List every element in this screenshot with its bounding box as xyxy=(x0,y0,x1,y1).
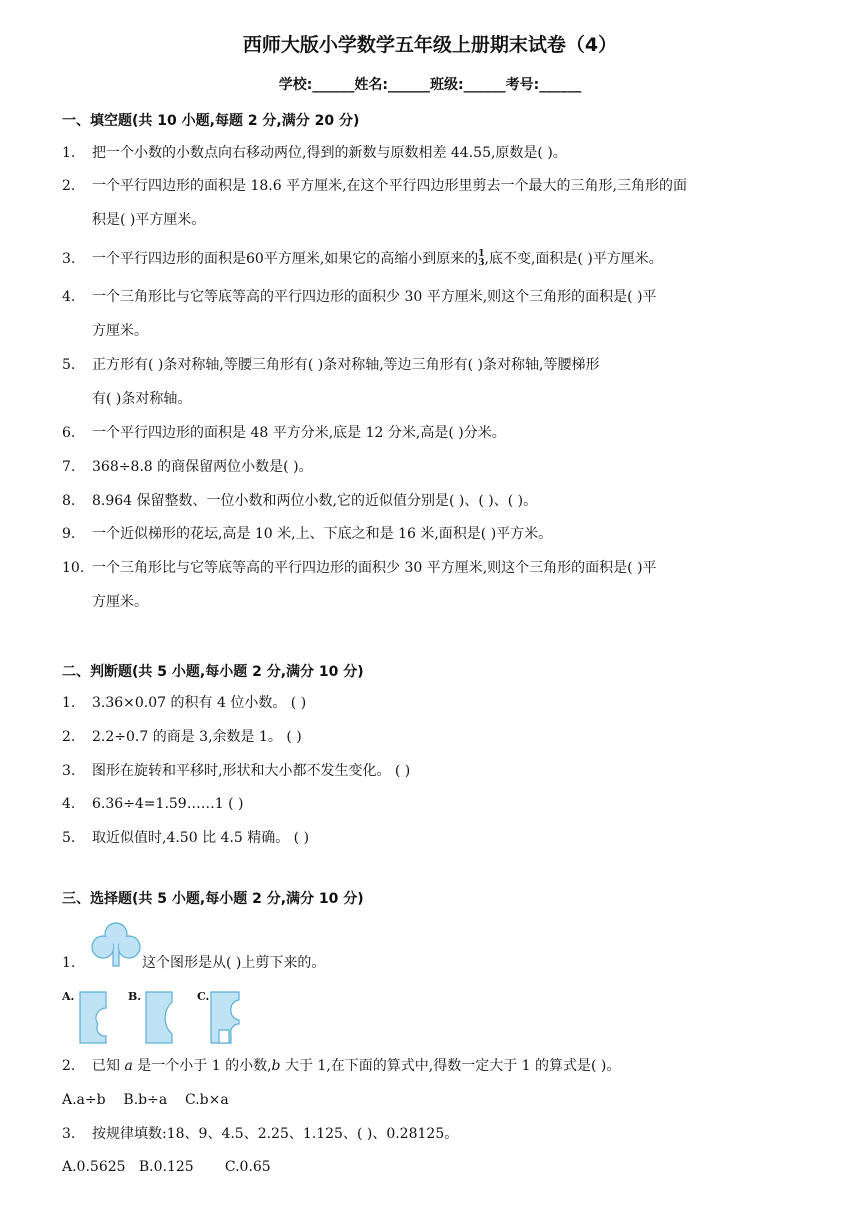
s3-question-2 xyxy=(62,1049,620,1083)
option-a-shape[interactable] xyxy=(78,990,108,1045)
question-text-a: 一个平行四边形的面积是60平方厘米,如果它的高缩小到原来的 xyxy=(92,251,479,267)
variable-b: b xyxy=(271,1058,281,1074)
s2-question-4 xyxy=(62,787,243,821)
s1-question-4 xyxy=(62,280,832,348)
s1-question-9 xyxy=(62,517,552,551)
question-text-line1: 正方形有( )条对称轴,等腰三角形有( )条对称轴,等边三角形有( )条对称轴,等腰梯形 xyxy=(92,357,600,373)
s1-question-5 xyxy=(62,348,832,416)
question-text-c: 大于 1,在下面的算式中,得数一定大于 1 的算式是( )。 xyxy=(280,1058,621,1074)
s3-question-1 xyxy=(62,946,325,980)
question-text: 8.964 保留整数、一位小数和两位小数,它的近似值分别是( )、( )、( )。 xyxy=(92,493,538,509)
question-text-line1: 一个三角形比与它等底等高的平行四边形的面积少 30 平方厘米,则这个三角形的面积是( )平 xyxy=(92,289,657,305)
section2-heading: 二、判断题(共 5 小题,每小题 2 分,满分 10 分) xyxy=(62,664,364,680)
question-text-line1: 一个平行四边形的面积是 18.6 平方厘米,在这个平行四边形里剪去一个最大的三角形,三角形的面 xyxy=(92,178,687,194)
question-text: 按规律填数:18、9、4.5、2.25、1.125、( )、0.28125。 xyxy=(92,1126,459,1142)
s3-q2-options[interactable]: A.a÷b B.b÷a C.b×a xyxy=(62,1092,229,1108)
question-text: 一个平行四边形的面积是 48 平方分米,底是 12 分米,高是( )分米。 xyxy=(92,425,506,441)
section1-heading: 一、填空题(共 10 小题,每题 2 分,满分 20 分) xyxy=(62,113,360,129)
option-a-label[interactable]: A. xyxy=(62,990,75,1003)
question-number: 1. xyxy=(62,145,76,161)
question-number: 7. xyxy=(62,459,76,475)
question-number: 1. xyxy=(62,695,76,711)
s1-question-8 xyxy=(62,484,537,518)
s1-question-1 xyxy=(62,136,567,170)
question-number: 8. xyxy=(62,493,76,509)
question-number: 6. xyxy=(62,425,76,441)
option-b-shape[interactable] xyxy=(144,990,176,1045)
question-text-a: 已知 xyxy=(92,1058,125,1074)
exam-title: 西师大版小学数学五年级上册期末试卷（4） xyxy=(242,34,618,56)
question-text-line2: 方厘米。 xyxy=(92,594,148,610)
question-number: 3. xyxy=(62,763,76,779)
question-number: 2. xyxy=(62,729,76,745)
question-text-b: 是一个小于 1 的小数, xyxy=(132,1058,272,1074)
s1-question-7 xyxy=(62,450,313,484)
question-text-line2: 有( )条对称轴。 xyxy=(92,391,192,407)
question-number: 10. xyxy=(62,560,85,576)
question-text-line2: 积是( )平方厘米。 xyxy=(92,212,206,228)
question-text-line2: 方厘米。 xyxy=(92,323,148,339)
s2-question-2 xyxy=(62,720,302,754)
question-text: 2.2÷0.7 的商是 3,余数是 1。 ( ) xyxy=(92,729,302,745)
s3-question-3 xyxy=(62,1117,458,1151)
question-text-b: ,底不变,面积是( )平方厘米。 xyxy=(484,251,663,267)
question-number: 3. xyxy=(62,1126,76,1142)
option-c-label[interactable]: C. xyxy=(197,990,210,1003)
question-text: 图形在旋转和平移时,形状和大小都不发生变化。 ( ) xyxy=(92,763,411,779)
question-number: 9. xyxy=(62,526,76,542)
option-c-shape[interactable] xyxy=(209,990,241,1045)
question-text: 一个近似梯形的花坛,高是 10 米,上、下底之和是 16 米,面积是( )平方米。 xyxy=(92,526,553,542)
s1-question-2 xyxy=(62,169,832,237)
question-text: 这个图形是从( )上剪下来的。 xyxy=(142,955,326,971)
s2-question-1 xyxy=(62,686,306,720)
question-text-line1: 一个三角形比与它等底等高的平行四边形的面积少 30 平方厘米,则这个三角形的面积是( )平 xyxy=(92,560,657,576)
question-text: 6.36÷4=1.59……1 ( ) xyxy=(92,796,244,812)
question-number: 5. xyxy=(62,830,76,846)
question-text: 取近似值时,4.50 比 4.5 精确。 ( ) xyxy=(92,830,310,846)
question-number: 4. xyxy=(62,796,76,812)
s1-question-3 xyxy=(62,242,832,276)
section3-heading: 三、选择题(共 5 小题,每小题 2 分,满分 10 分) xyxy=(62,891,364,907)
question-text: 368÷8.8 的商保留两位小数是( )。 xyxy=(92,459,313,475)
question-text: 3.36×0.07 的积有 4 位小数。 ( ) xyxy=(92,695,307,711)
s1-question-10 xyxy=(62,551,832,619)
variable-a: a xyxy=(124,1058,133,1074)
student-info-line: 学校:______姓名:______班级:______考号:______ xyxy=(278,77,582,93)
s1-question-6 xyxy=(62,416,506,450)
question-number: 4. xyxy=(62,289,76,305)
question-number: 2. xyxy=(62,178,76,194)
option-b-label[interactable]: B. xyxy=(128,990,142,1003)
question-number: 5. xyxy=(62,357,76,373)
fraction-one-third: 1 3 xyxy=(478,249,485,268)
s3-q3-options[interactable]: A.0.5625 B.0.125 C.0.65 xyxy=(62,1159,271,1175)
question-text: 把一个小数的小数点向右移动两位,得到的新数与原数相差 44.55,原数是( )。 xyxy=(92,145,567,161)
question-number: 1. xyxy=(62,955,76,971)
s2-question-5 xyxy=(62,821,309,855)
question-number: 2. xyxy=(62,1058,76,1074)
s2-question-3 xyxy=(62,754,410,788)
question-number: 3. xyxy=(62,251,76,267)
